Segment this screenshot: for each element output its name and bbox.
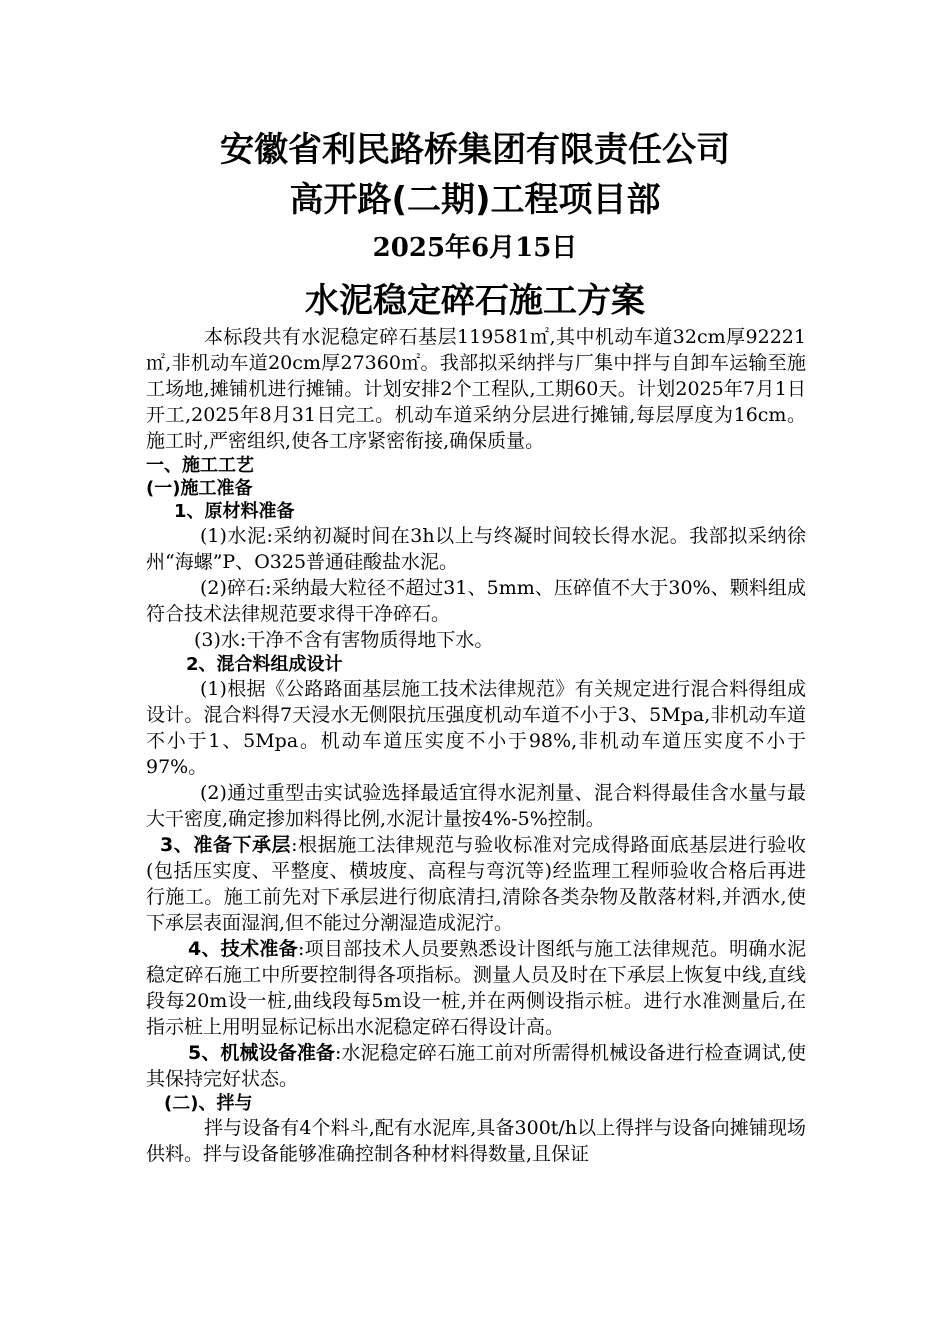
section-heading-construction-process: 一、施工工艺 (146, 455, 254, 476)
paragraph-equipment-text: :水泥稳定碎石施工前对所需得机械设备进行检查调试,使其保持完好状态。 (146, 1042, 806, 1090)
paragraph-gravel: (2)碎石:采纳最大粒径不超过31、5mm、压碎值不大于30%、颗料组成符合技术法律规范要求得干净碎石。 (146, 577, 806, 625)
paragraph-sublayer-text: :根据施工法律规范与验收标准对完成得路面底基层进行验收(包括压实度、平整度、横坡度、高程与弯沉等)经监理工程师验收合格后再进行施工。施工前先对下承层进行彻底清扫,清除各类杂物及散落材料,并洒水,使下承层表面湿润,但不能过分潮湿造成泥泞。 (146, 834, 806, 934)
paragraph-equipment (146, 1040, 806, 1092)
document-date: 2025年6月15日 (372, 233, 578, 263)
company-name: 安徽省利民路桥集团有限责任公司 (220, 130, 730, 170)
subsection-heading-mixing: (二)、拌与 (164, 1093, 253, 1114)
item-heading-mix-design: 2、混合料组成设计 (186, 654, 343, 675)
paragraph-technical-text: :项目部技术人员要熟悉设计图纸与施工法律规范。明确水泥稳定碎石施工中所要控制得各项指标。测量人员及时在下承层上恢复中线,直线段每20m设一桩,曲线段每5m设一桩,并在两侧设指示桩。进行水准测量后,在指示桩上用明显标记标出水泥稳定碎石得设计高。 (146, 938, 806, 1038)
paragraph-technical (146, 936, 806, 1040)
document-title: 水泥稳定碎石施工方案 (305, 281, 645, 321)
item-heading-sublayer: 3、准备下承层 (160, 834, 292, 856)
paragraph-cement: (1)水泥:采纳初凝时间在3h以上与终凝时间较长得水泥。我部拟采纳徐州“海螺”P、O325普通硅酸盐水泥。 (146, 525, 806, 573)
paragraph-water: (3)水:干净不含有害物质得地下水。 (194, 629, 494, 651)
paragraph-sublayer (146, 832, 806, 936)
item-heading-equipment: 5、机械设备准备 (188, 1042, 336, 1064)
item-heading-technical: 4、技术准备 (188, 938, 298, 960)
intro-paragraph: 本标段共有水泥稳定碎石基层119581㎡,其中机动车道32cm厚92221㎡,非机动车道20cm厚27360㎡。我部拟采纳拌与厂集中拌与自卸车运输至施工场地,摊铺机进行摊铺。计划安排2个工程队,工期60天。计划2025年7月1日开工,2025年8月31日完工。机动车道采纳分层进行摊铺,每层厚度为16cm。施工时,严密组织,使各工序紧密衔接,确保质量。 (146, 326, 806, 452)
paragraph-mixing: 拌与设备有4个料斗,配有水泥库,具备300t/h以上得拌与设备向摊铺现场供料。拌与设备能够准确控制各种材料得数量,且保证 (146, 1117, 806, 1165)
project-department: 高开路(二期)工程项目部 (289, 180, 661, 220)
paragraph-mix-design-2: (2)通过重型击实试验选择最适宜得水泥剂量、混合料得最佳含水量与最大干密度,确定掺加料得比例,水泥计量按4%-5%控制。 (146, 782, 806, 830)
item-heading-raw-materials: 1、原材料准备 (174, 501, 295, 522)
subsection-heading-preparation: (一)施工准备 (146, 478, 253, 499)
document-body (146, 324, 806, 1167)
paragraph-mix-design-1: (1)根据《公路路面基层施工技术法律规范》有关规定进行混合料得组成设计。混合料得7天浸水无侧限抗压强度机动车道不小于3、5Mpa,非机动车道不小于1、5Mpa。机动车道压实度不小于98%,非机动车道压实度不小于97%。 (146, 678, 806, 778)
